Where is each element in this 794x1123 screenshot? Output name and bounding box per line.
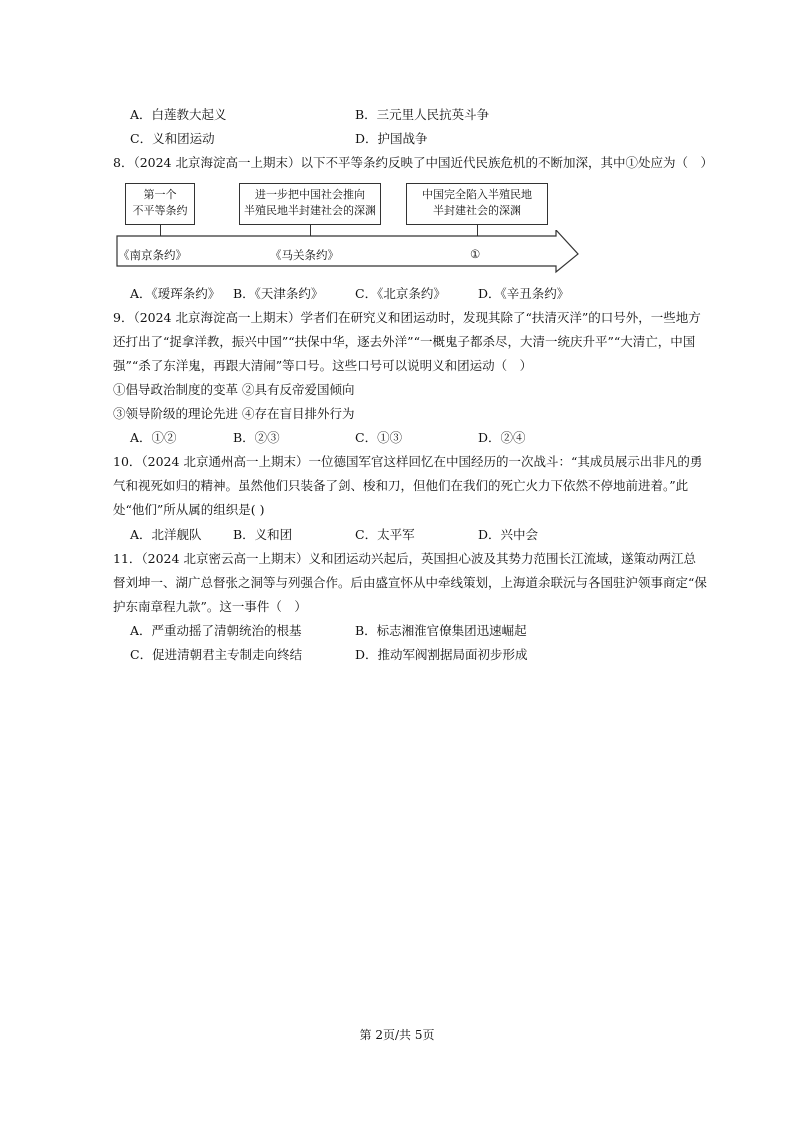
q10-option-d: D．兴中会 (478, 527, 539, 542)
q11-stem-line3: 护东南章程九款”。这一事件（ ） (113, 599, 307, 614)
q9-option-b: B．②③ (233, 430, 280, 445)
q10-stem-line1: 10．（2024 北京通州高一上期末）一位德国军官这样回忆在中国经历的一次战斗：“其成员展示出非凡的勇 (113, 454, 703, 469)
q8-box-semi-colonial (239, 183, 381, 225)
q7-option-b: B．三元里人民抗英斗争 (355, 107, 490, 122)
q9-option-c: C．①③ (355, 430, 403, 445)
q10-option-c: C．太平军 (355, 527, 415, 542)
q9-option-a: A．①② (130, 430, 177, 445)
q11-option-b: B．标志湘淮官僚集团迅速崛起 (355, 623, 527, 638)
q8-box2-line2: 半殖民地半封建社会的深渊 (244, 204, 376, 217)
q11-option-a: A．严重动摇了清朝统治的根基 (130, 623, 302, 638)
page-number-footer: 第 2页/共 5页 (359, 1028, 435, 1042)
q8-option-c: C．《北京条约》 (355, 286, 446, 301)
q8-box1-line1: 第一个 (143, 188, 177, 201)
q8-option-b: B．《天津条约》 (233, 286, 324, 301)
q8-label-nanjing: 《南京条约》 (118, 248, 187, 262)
q9-item-line2: ③领导阶级的理论先进 ④存在盲目排外行为 (113, 406, 355, 421)
q11-stem-line1: 11．（2024 北京密云高一上期末）义和团运动兴起后，英国担心波及其势力范围长江流域，遂策动两江总 (113, 551, 696, 566)
q8-box3-line2: 半封建社会的深渊 (433, 204, 521, 217)
q9-item-line1: ①倡导政治制度的变革 ②具有反帝爱国倾向 (113, 382, 355, 397)
q9-stem-line3: 强”“杀了东洋鬼，再跟大清闹”等口号。这些口号可以说明义和团运动（ ） (113, 358, 533, 373)
q11-option-d: D．推动军阀割据局面初步形成 (355, 647, 528, 662)
q8-box-fully-semi-colonial (406, 183, 548, 225)
q7-option-d: D．护国战争 (355, 131, 428, 146)
q10-option-b: B．义和团 (233, 527, 293, 542)
q8-option-a: A．《瑷珲条约》 (130, 286, 221, 301)
q8-stem: 8．（2024 北京海淀高一上期末）以下不平等条约反映了中国近代民族危机的不断加深，其中①处应为（ ） (113, 155, 713, 170)
q9-stem-line1: 9．（2024 北京海淀高一上期末）学者们在研究义和团运动时，发现其除了“扶清灭洋”的口号外，一些地方 (113, 310, 701, 325)
q8-label-maguan: 《马关条约》 (270, 248, 339, 262)
q11-stem-line2: 督刘坤一、湖广总督张之洞等与列强合作。后由盛宣怀从中牵线策划，上海道余联沅与各国驻沪领事商定“保 (113, 575, 707, 590)
q8-box1-line2: 不平等条约 (132, 204, 188, 217)
q8-label-blank: ① (470, 247, 481, 261)
q8-option-d: D．《辛丑条约》 (478, 286, 570, 301)
q9-stem-line2: 还打出了“捉拿洋教，振兴中国”“扶保中华，逐去外洋”“一概鬼子都杀尽，大清一统庆升平”“大清亡，中国 (113, 334, 696, 349)
q11-option-c: C．促进清朝君主专制走向终结 (130, 647, 303, 662)
q10-stem-line3: 处“他们”所从属的组织是( ) (113, 502, 265, 517)
q8-box2-line1: 进一步把中国社会推向 (255, 188, 365, 201)
q9-option-d: D．②④ (478, 430, 526, 445)
q7-option-a: A．白莲教大起义 (130, 107, 227, 122)
q8-box3-line1: 中国完全陷入半殖民地 (422, 188, 532, 201)
q10-stem-line2: 气和视死如归的精神。虽然他们只装备了剑、梭和刀，但他们在我们的死亡火力下依然不停地前进着。”此 (113, 478, 689, 493)
q10-option-a: A．北洋舰队 (130, 527, 202, 542)
q8-box-first-treaty (125, 183, 195, 225)
q7-option-c: C．义和团运动 (130, 131, 215, 146)
